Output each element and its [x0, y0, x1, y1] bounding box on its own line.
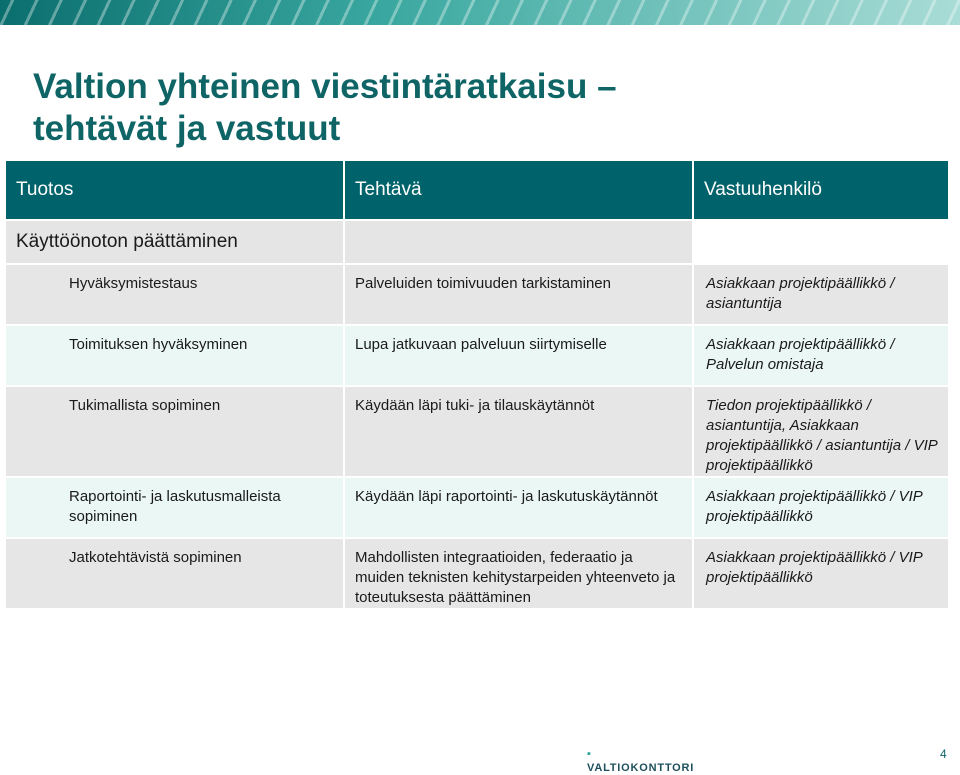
row-responsible: Asiakkaan projektipäällikkö / Palvelun omistaja	[693, 325, 949, 386]
row-responsible: Asiakkaan projektipäällikkö / asiantuntija	[693, 264, 949, 325]
row-responsible: Asiakkaan projektipäällikkö / VIP projektipäällikkö	[693, 538, 949, 609]
row-output: Tukimallista sopiminen	[5, 386, 344, 477]
band-stripes	[0, 0, 960, 25]
logo-text: VALTIOKONTTORI	[587, 762, 695, 774]
phase-label: Käyttöönoton päättäminen	[16, 231, 238, 252]
header-tuotos: Tuotos	[5, 160, 344, 220]
table-header-row	[5, 160, 949, 220]
title-line-1: Valtion yhteinen viestintäratkaisu –	[33, 67, 617, 106]
row-output: Hyväksymistestaus	[5, 264, 344, 325]
row-output: Raportointi- ja laskutusmalleista sopiminen	[5, 477, 344, 538]
row-task: Lupa jatkuvaan palveluun siirtymiselle	[344, 325, 693, 386]
tasks-table	[4, 159, 950, 610]
header-vastuuhenkilo: Vastuuhenkilö	[693, 160, 949, 220]
row-task: Käydään läpi tuki- ja tilauskäytännöt	[344, 386, 693, 477]
row-responsible: Tiedon projektipäällikkö / asiantuntija, Asiakkaan projektipäällikkö / asiantuntija / VIP projektipäällikkö	[693, 386, 949, 477]
table-row	[5, 477, 949, 538]
logo-mark-icon: ▪	[587, 748, 592, 760]
row-output: Jatkotehtävistä sopiminen	[5, 538, 344, 609]
row-task: Palveluiden toimivuuden tarkistaminen	[344, 264, 693, 325]
table-row	[5, 325, 949, 386]
phase-cell	[5, 220, 344, 264]
header-tehtava: Tehtävä	[344, 160, 693, 220]
phase-cell-empty	[693, 220, 949, 264]
row-task: Käydään läpi raportointi- ja laskutuskäytännöt	[344, 477, 693, 538]
phase-cell-empty	[344, 220, 693, 264]
table-row	[5, 386, 949, 477]
table-row	[5, 538, 949, 609]
top-decorative-band	[0, 0, 960, 25]
row-responsible: Asiakkaan projektipäällikkö / VIP projektipäällikkö	[693, 477, 949, 538]
valtiokonttori-logo	[587, 747, 695, 774]
page-number: 4	[940, 747, 947, 761]
row-output: Toimituksen hyväksyminen	[5, 325, 344, 386]
page-title	[33, 66, 617, 150]
table-row	[5, 264, 949, 325]
phase-row	[5, 220, 949, 264]
title-line-2: tehtävät ja vastuut	[33, 109, 341, 148]
row-task: Mahdollisten integraatioiden, federaatio ja muiden teknisten kehitystarpeiden yhteenveto ja toteutuksesta päättäminen	[344, 538, 693, 609]
